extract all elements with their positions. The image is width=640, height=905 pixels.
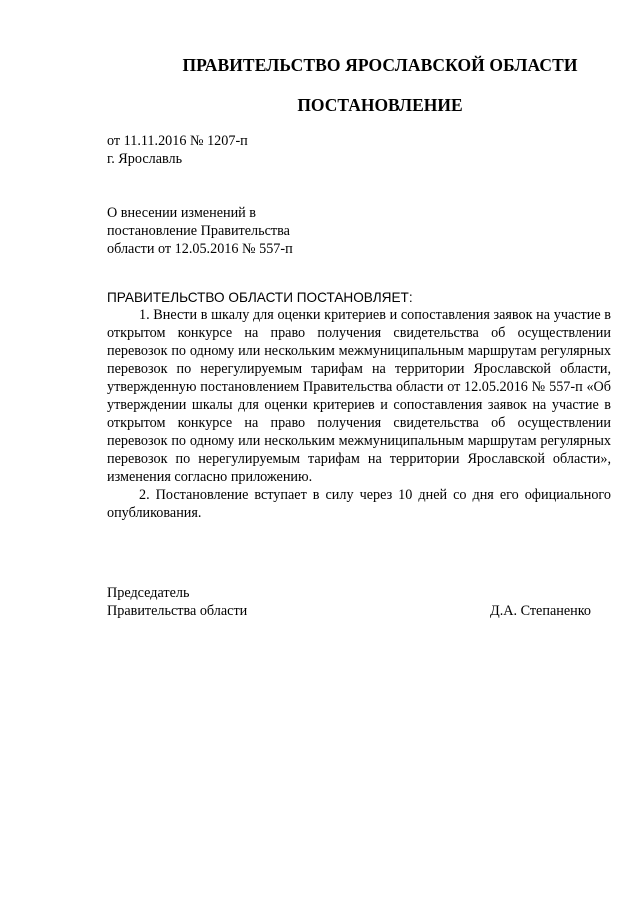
signatory-position-line-2: Правительства области — [107, 603, 248, 619]
document-body — [107, 306, 611, 522]
document-type-title: ПОСТАНОВЛЕНИЕ — [297, 95, 463, 115]
subject-line-1: О внесении изменений в — [107, 205, 257, 221]
signature-block — [107, 584, 591, 620]
subject-line-3: области от 12.05.2016 № 557-п — [107, 241, 293, 257]
resolves-heading: ПРАВИТЕЛЬСТВО ОБЛАСТИ ПОСТАНОВЛЯЕТ: — [107, 290, 413, 305]
government-title: ПРАВИТЕЛЬСТВО ЯРОСЛАВСКОЙ ОБЛАСТИ — [182, 55, 578, 75]
body-item-1: 1. Внести в шкалу для оценки критериев и сопоставления заявок на участие в открытом конкурсе на право получения свидетельства об осуществлении перевозок по одному или нескольким межмуниципальным маршрутам регулярных перевозок по нерегулируемым тарифам на территории Ярославской области, утвержденную постановлением Правительства области от 12.05.2016 № 557-п «Об утверждении шкалы для оценки критериев и сопоставления заявок на участие в открытом конкурсе на право получения свидетельства об осуществлении перевозок по одному или нескольким межмуниципальным маршрутам регулярных перевозок по нерегулируемым тарифам на территории Ярославской области», изменения согласно приложению. — [107, 307, 611, 485]
document-subject — [107, 204, 293, 258]
date-number: от 11.11.2016 № 1207-п — [107, 133, 248, 149]
signatory-name: Д.А. Степаненко — [490, 603, 591, 619]
signatory-position-line-1: Председатель — [107, 585, 190, 601]
subject-line-2: постановление Правительства — [107, 223, 290, 239]
city: г. Ярославль — [107, 151, 183, 167]
body-item-2: 2. Постановление вступает в силу через 10 дней со дня его официального опубликования. — [107, 487, 611, 521]
document-meta — [107, 132, 248, 168]
